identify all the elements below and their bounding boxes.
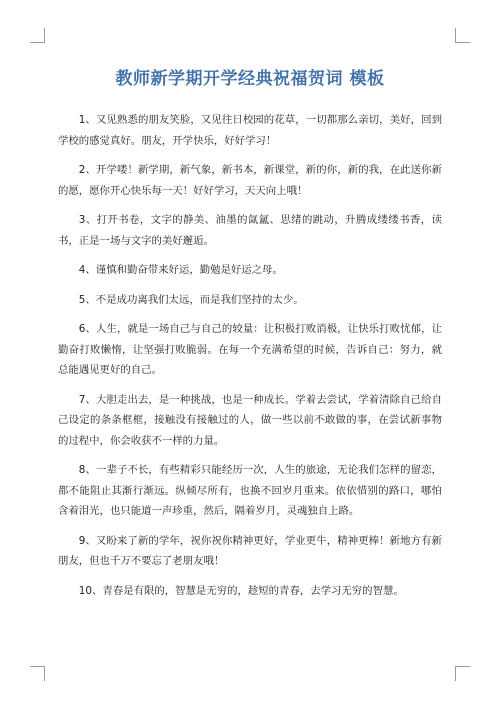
paragraph-1: 1、又见熟悉的朋友笑脸，又见往日校园的花草，一切都那么亲切，美好，回到学校的感觉真好。朋友，开学快乐，好好学习！ [58,114,442,147]
document-body [58,110,442,610]
crop-mark-bottom-left [30,666,45,681]
document-title: 教师新学期开学经典祝福贺词 模板 [115,69,385,89]
crop-mark-bottom-right [455,666,470,681]
paragraph-10: 10、青春是有限的，智慧是无穷的，趁短的青春，去学习无穷的智慧。 [78,584,404,597]
crop-mark-top-left [30,28,45,43]
paragraph-2: 2、开学喽！新学期，新气象，新书本，新课堂，新的你，新的我，在此送你新的愿，愿你开心快乐每一天！好好学习，天天向上哦！ [58,164,442,197]
paragraph-7: 7、大胆走出去，是一种挑战，也是一种成长。学着去尝试，学着清除自己给自己设定的条条框框，接触没有接触过的人，做一些以前不敢做的事，在尝试新事物的过程中，你会收获不一样的力量。 [58,393,442,447]
paragraph-4: 4、谨慎和勤奋带来好运，勤勉是好运之母。 [78,264,283,276]
paragraph-8: 8、一辈子不长，有些精彩只能经历一次，人生的旅途，无论我们怎样的留恋，都不能阻止其渐行渐远。纵倾尽所有，也换不回岁月重来。依依惜别的路口，哪怕含着泪光，也只能道一声珍重，然后，隔着岁月，灵魂独自上路。 [58,464,442,517]
crop-mark-top-right [455,28,470,43]
paragraph-6: 6、人生，就是一场自己与自己的较量：让积极打败消极，让快乐打败忧郁，让勤奋打败懒惰，让坚强打败脆弱。在每一个充满希望的时候，告诉自己：努力，就总能遇见更好的自己。 [58,323,442,376]
paragraph-9: 9、又盼来了新的学年，祝你祝你精神更好，学业更牛，精神更棒！新地方有新朋友，但也千万不要忘了老朋友哦！ [58,534,442,567]
paragraph-5: 5、不是成功离我们太远，而是我们坚持的太少。 [78,293,304,306]
paragraph-3: 3、打开书卷，文字的静美、油墨的氤氲、思绪的跳动，升腾成缕缕书香，读书，正是一场与文字的美好邂逅。 [58,214,442,247]
